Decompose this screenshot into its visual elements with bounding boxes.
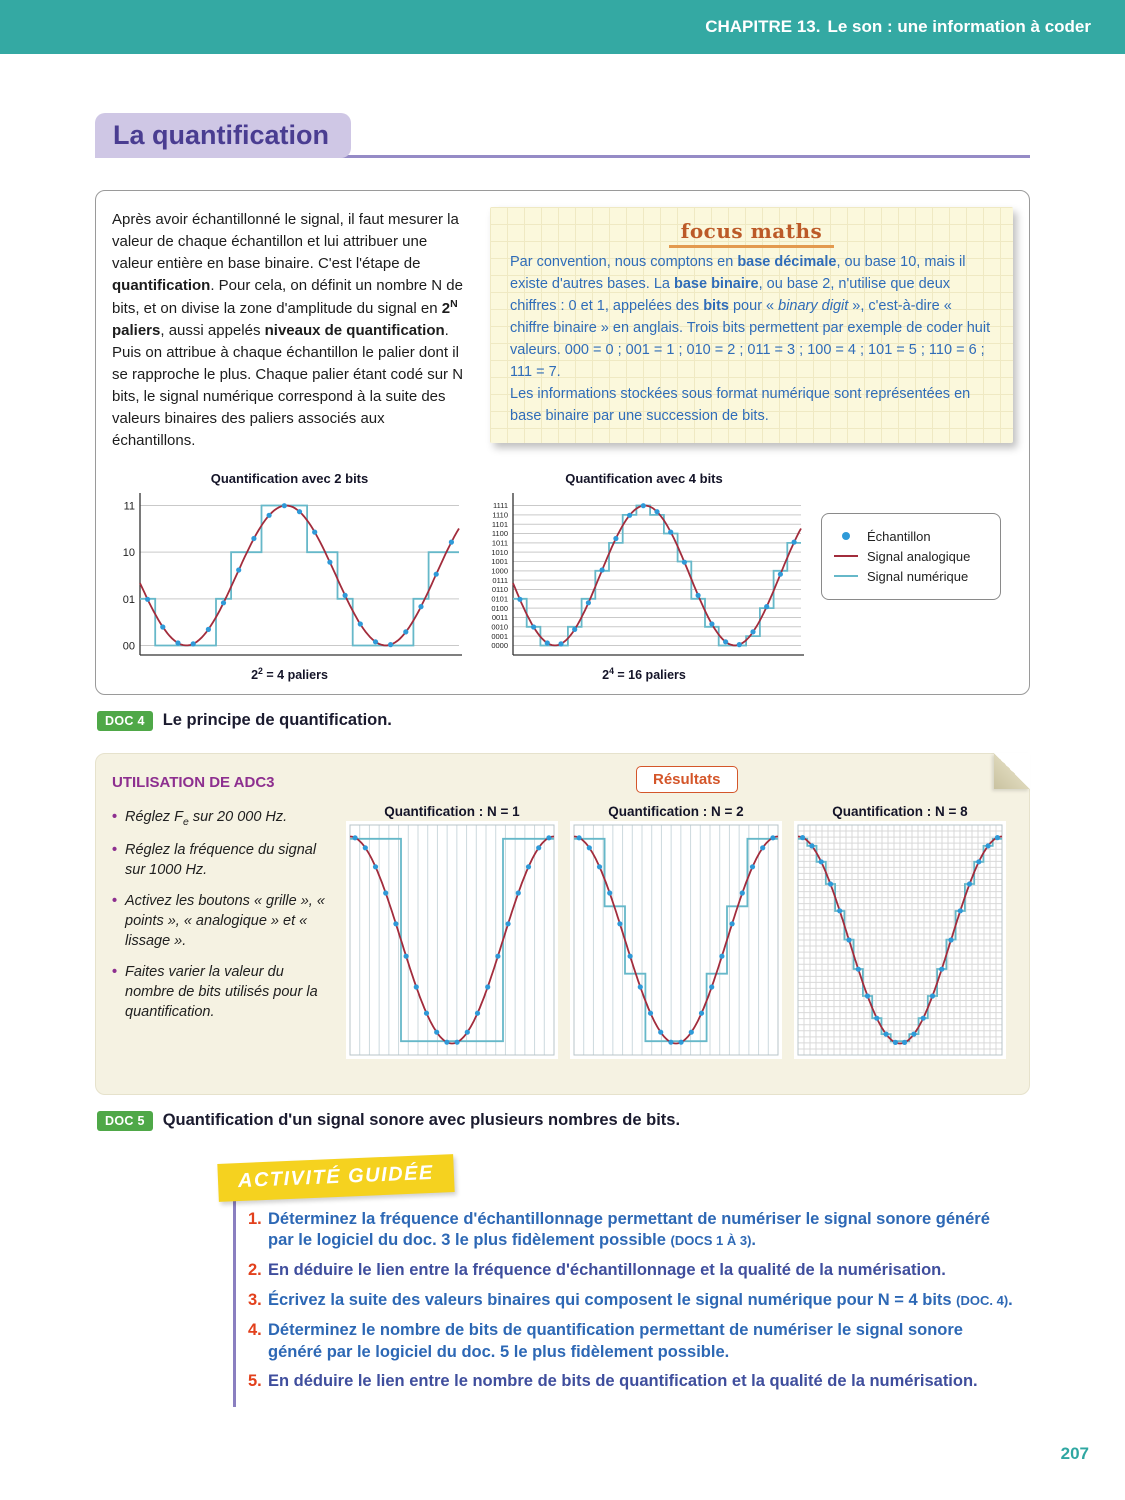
svg-text:1100: 1100 <box>491 528 508 538</box>
folded-corner-icon <box>994 753 1030 789</box>
activity-question-list <box>233 1185 1018 1407</box>
legend-label: Signal analogique <box>867 548 971 564</box>
chart-n2-title: Quantification : N = 2 <box>608 803 744 819</box>
doc5-caption-row <box>97 1111 1030 1131</box>
doc4-top-row <box>112 207 1013 453</box>
page-number: 207 <box>1060 1444 1089 1463</box>
svg-text:0010: 0010 <box>491 622 508 632</box>
activity-question <box>236 1371 1018 1393</box>
instruction-item: • Réglez $F_e$ sur 20 000 Hz. <box>112 807 334 831</box>
svg-text:0001: 0001 <box>491 631 508 641</box>
doc5-instructions <box>112 770 334 1059</box>
section-title-row <box>95 110 1030 158</box>
question-text: Écrivez la suite des valeurs binaires qui composent le signal numérique pour N = 4 bits (DOC. 4). <box>268 1290 1013 1309</box>
chart-quantification-4bits <box>479 471 809 682</box>
svg-text:00: 00 <box>122 639 135 652</box>
svg-text:0110: 0110 <box>491 584 508 594</box>
doc5-caption-text: Quantification d'un signal sonore avec plusieurs nombres de bits. <box>162 1111 681 1130</box>
instruction-item: • Réglez la fréquence du signal sur 1000 Hz. <box>112 840 334 881</box>
legend-item-sample <box>834 529 988 544</box>
page-title: La quantification <box>95 113 351 158</box>
question-number: 3. <box>248 1290 262 1309</box>
activity-section <box>218 1159 1018 1407</box>
focus-maths-note <box>490 207 1013 443</box>
doc5-badge: DOC 5 <box>97 1111 153 1131</box>
chart-quantification-2bits <box>112 471 467 682</box>
chart-n1-plot <box>346 821 558 1059</box>
activity-question <box>236 1290 1018 1312</box>
chart-n8-plot <box>794 821 1006 1059</box>
svg-text:1000: 1000 <box>491 566 508 576</box>
results-button[interactable]: Résultats <box>636 766 738 793</box>
chart-4bits-caption: $2^4 = 16$ paliers <box>602 665 686 682</box>
chapter-title: Le son : une information à coder <box>827 17 1091 36</box>
doc5-inner-row <box>112 770 1013 1059</box>
chart-2bits-plot <box>112 488 467 663</box>
chart-2bits-caption: $2^2 = 4$ paliers <box>251 665 328 682</box>
activity-question <box>236 1209 1018 1253</box>
chart-legend <box>821 513 1001 600</box>
chapter-header-bar <box>0 0 1125 54</box>
svg-text:0101: 0101 <box>491 594 508 604</box>
analog-line-icon <box>834 555 858 558</box>
question-text: Déterminez la fréquence d'échantillonnage permettant de numériser le signal sonore généré par le logiciel du doc. 3 le plus fidèlement possible (DOCS 1 À 3). <box>268 1209 990 1250</box>
doc4-caption-text: Le principe de quantification. <box>162 711 392 730</box>
svg-text:1101: 1101 <box>491 519 508 529</box>
chart-quantification-n8 <box>794 804 1006 1059</box>
focus-maths-title: focus maths <box>669 219 835 248</box>
legend-label: Échantillon <box>867 528 931 544</box>
chart-4bits-plot <box>479 488 809 663</box>
question-number: 4. <box>248 1320 262 1339</box>
page-content <box>95 110 1030 1407</box>
doc4-panel <box>95 190 1030 695</box>
instruction-list <box>112 807 334 1023</box>
doc4-badge: DOC 4 <box>97 711 153 731</box>
doc4-charts-row <box>112 471 1013 682</box>
svg-text:10: 10 <box>122 546 135 559</box>
chart-4bits-title: Quantification avec 4 bits <box>565 470 723 486</box>
legend-item-digital <box>834 569 988 584</box>
doc5-heading: UTILISATION DE ADC3 <box>112 773 275 791</box>
legend-item-analog <box>834 549 988 564</box>
chart-2bits-title: Quantification avec 2 bits <box>210 470 369 486</box>
activity-banner: ACTIVITÉ GUIDÉE <box>217 1154 454 1202</box>
focus-maths-body: Par convention, nous comptons en base décimale, ou base 10, mais il existe d'autres bases. La base binaire, ou base 2, n'utilise que deux chiffres : 0 et 1, appelées des bits pour « binary digit », c'est-à-dire « chiffre binaire » en anglais. Trois bits permettent par exemple de coder huit valeurs. 000 = 0 ; 001 = 1 ; 010 = 2 ; 011 = 3 ; 100 = 4 ; 101 = 5 ; 110 = 6 ; 111 = 7. Les informations stockées sous format numérique sont représentées en base binaire par une succession de bits. <box>510 254 991 425</box>
chart-n8-title: Quantification : N = 8 <box>832 803 968 819</box>
svg-text:11: 11 <box>123 500 135 513</box>
question-number: 2. <box>248 1261 262 1280</box>
chart-n2-plot <box>570 821 782 1059</box>
svg-text:0100: 0100 <box>491 603 508 613</box>
legend-label: Signal numérique <box>867 568 969 584</box>
sample-dot-icon <box>842 532 850 540</box>
chart-quantification-n1 <box>346 804 558 1059</box>
svg-text:1010: 1010 <box>491 547 508 557</box>
question-text: Déterminez le nombre de bits de quantification permettant de numériser le signal sonore généré par le logiciel du doc. 5 le plus fidèlement possible. <box>268 1320 963 1361</box>
instruction-item: • Activez les boutons « grille », « points », « analogique » et « lissage ». <box>112 891 334 952</box>
instruction-item: • Faites varier la valeur du nombre de bits utilisés pour la quantification. <box>112 962 334 1023</box>
chapter-number: CHAPITRE 13. <box>705 17 821 36</box>
activity-question <box>236 1260 1018 1282</box>
svg-text:01: 01 <box>122 593 135 606</box>
doc4-caption-row <box>97 711 1030 731</box>
svg-text:0111: 0111 <box>492 575 508 585</box>
question-text: En déduire le lien entre le nombre de bits de quantification et la qualité de la numérisation. <box>268 1372 978 1391</box>
chart-quantification-n2 <box>570 804 782 1059</box>
svg-text:1111: 1111 <box>492 500 508 510</box>
svg-text:0011: 0011 <box>491 612 508 622</box>
focus-maths-title-row <box>510 219 993 243</box>
doc5-charts-row <box>346 804 1006 1059</box>
svg-text:0000: 0000 <box>491 640 508 650</box>
svg-text:1110: 1110 <box>492 510 508 520</box>
digital-line-icon <box>834 575 858 578</box>
question-number: 1. <box>248 1209 262 1228</box>
intro-paragraph: Après avoir échantillonné le signal, il faut mesurer la valeur de chaque échantillon et lui attribuer une valeur entière en base binaire. C'est l'étape de quantification. Pour cela, on définit un nombre N de bits, et on divise la zone d'amplitude du signal en $2^N$ paliers, aussi appelés niveaux de quantification. Puis on attribue à chaque échantillon le palier dont il se rapproche le plus. Chaque palier étant codé sur N bits, le signal numérique correspond à la suite des valeurs binaires des paliers associés aux échantillons. <box>112 211 464 450</box>
svg-text:1001: 1001 <box>491 556 508 566</box>
svg-text:1011: 1011 <box>491 538 508 548</box>
question-text: En déduire le lien entre la fréquence d'échantillonnage et la qualité de la numérisation. <box>268 1261 946 1280</box>
question-number: 5. <box>248 1372 262 1391</box>
chart-n1-title: Quantification : N = 1 <box>384 803 520 819</box>
activity-question <box>236 1320 1018 1364</box>
doc5-panel <box>95 753 1030 1095</box>
